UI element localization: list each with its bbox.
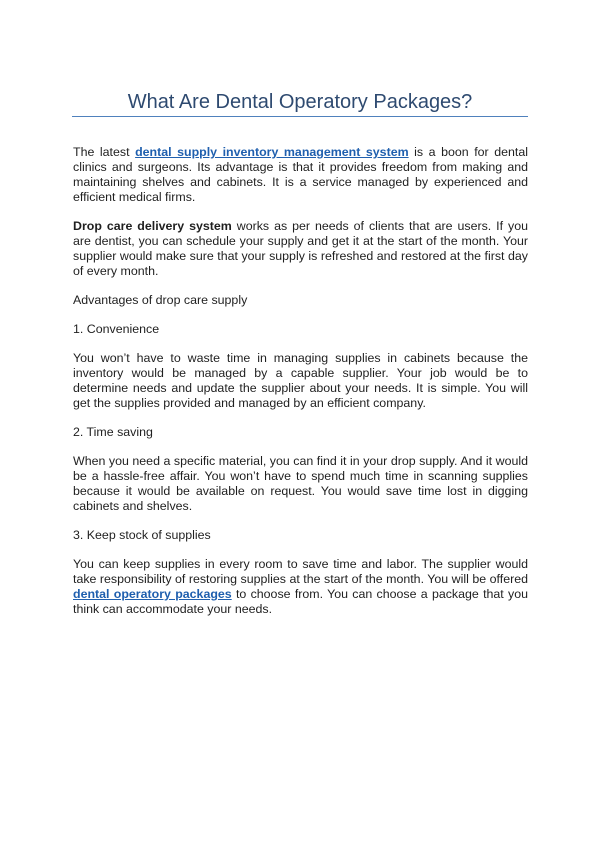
intro-paragraph — [73, 145, 528, 205]
keep-stock-text-start: You can keep supplies in every room to save time and labor. The supplier would take responsibility of restoring supplies at the start of the month. You will be offered — [73, 557, 528, 586]
section-body-time-saving: When you need a specific material, you can find it in your drop supply. And it would be a hassle-free affair. You won’t have to spend much time in scanning supplies because it would be available on request. You would save time lost in digging cabinets and shelves. — [73, 454, 528, 513]
section-heading-keep-stock: 3. Keep stock of supplies — [73, 528, 211, 542]
keep-stock-text-end: to choose from. You can choose a package that you think can accommodate your needs. — [73, 587, 528, 616]
section-body-convenience: You won’t have to waste time in managing supplies in cabinets because the inventory would be managed by a capable supplier. Your job would be to determine needs and update the supplier about your needs. It is simple. You will get the supplies provided and managed by an efficient company. — [73, 351, 528, 410]
section-body-keep-stock — [73, 557, 528, 617]
intro-text-end: is a boon for dental clinics and surgeons. Its advantage is that it provides freedom from making and maintaining shelves and cabinets. It is a service managed by experienced and efficient medical firms. — [73, 145, 528, 204]
advantages-heading: Advantages of drop care supply — [73, 293, 248, 307]
page-title: What Are Dental Operatory Packages? — [127, 91, 473, 113]
drop-care-bold-term: Drop care delivery system — [73, 219, 232, 233]
title-divider — [72, 116, 528, 117]
dental-operatory-packages-link[interactable]: dental operatory packages — [73, 587, 232, 601]
drop-care-paragraph — [73, 219, 528, 279]
intro-text-start: The latest — [73, 145, 136, 159]
document-body — [73, 145, 528, 631]
drop-care-text: works as per needs of clients that are users. If you are dentist, you can schedule your supply and get it at the start of the month. Your supplier would make sure that your supply is refreshed and restored at the first day of every month. — [73, 219, 528, 278]
section-heading-time-saving: 2. Time saving — [73, 425, 153, 439]
section-heading-convenience: 1. Convenience — [73, 322, 160, 336]
inventory-management-link[interactable]: dental supply inventory management system — [135, 145, 409, 159]
